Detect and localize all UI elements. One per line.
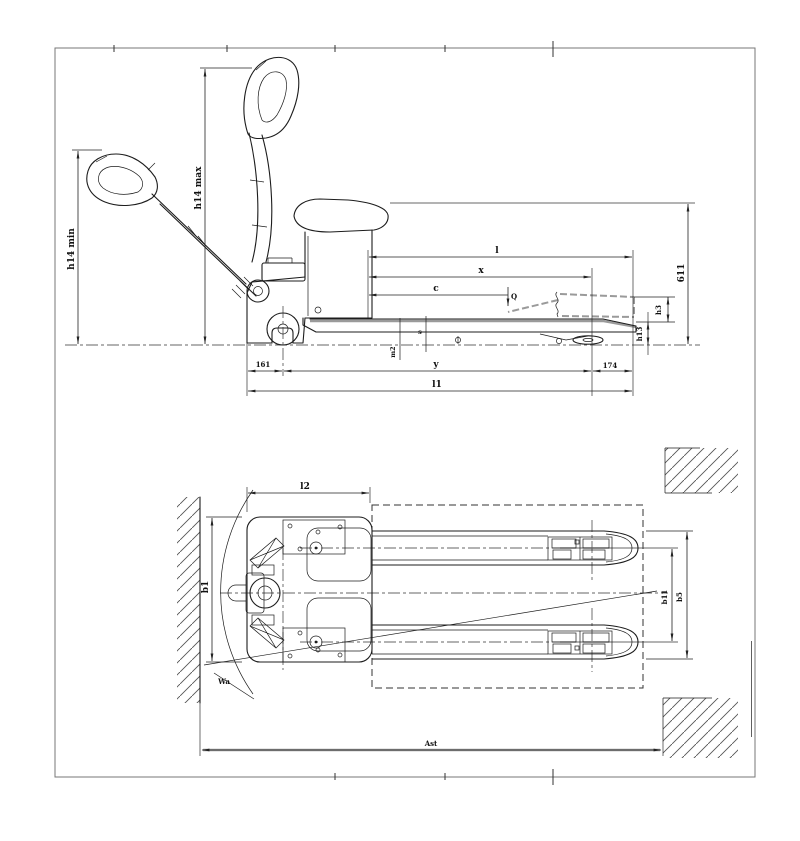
mount-plate-bottom: [283, 628, 345, 662]
fork-raised-dashed: [508, 294, 634, 317]
hood-cover: [294, 199, 388, 232]
label-Ast: Ast: [424, 739, 438, 748]
body-outline-plan: [247, 517, 372, 662]
drawing-frame: [55, 41, 755, 785]
stop-block-bottom: [252, 615, 274, 625]
wall-hatch: [177, 497, 200, 703]
label-Wa: Wa: [218, 677, 230, 686]
label-b1: b1: [201, 580, 211, 594]
corner-top-hatch: [665, 448, 738, 493]
tiller-raised-arm-joints: [250, 180, 267, 227]
label-h13: h13: [635, 326, 644, 342]
side-view: [65, 57, 700, 396]
label-611: 611: [677, 263, 687, 283]
load-roller: [573, 336, 603, 344]
bolt-circles: [288, 524, 342, 658]
frame-border: [55, 48, 755, 777]
tiller-lowered-handle-outline: [87, 154, 158, 205]
label-174: 174: [602, 361, 618, 370]
label-l: l: [495, 246, 499, 256]
datum-mark-2: [556, 338, 561, 343]
chassis-side: [232, 199, 388, 345]
load-roller-hub: [583, 338, 593, 341]
mount-plate-top: [283, 520, 345, 554]
tiller-lowered-arm-joints: [188, 226, 206, 246]
label-h14-max: h14 max: [194, 166, 204, 210]
motor-ridge: [268, 258, 292, 263]
tiller-lowered: [87, 154, 256, 296]
front-panel: [305, 230, 372, 318]
bolt-detail: [315, 307, 321, 313]
forks-plan: [372, 531, 638, 659]
tiller-raised-arm: [249, 133, 272, 262]
label-l1: l1: [432, 380, 442, 390]
aisle-corner-bottom: [663, 698, 738, 758]
extension-lines: [72, 68, 675, 396]
dimension-labels: [67, 166, 687, 748]
tip-linkage: [540, 334, 588, 340]
label-x: x: [478, 266, 484, 276]
turning-radius-arc: [221, 490, 253, 694]
label-161: 161: [255, 360, 271, 369]
aisle-corner-top: [665, 448, 738, 493]
label-l2: l2: [300, 482, 310, 492]
caster-arm-top: [250, 538, 284, 568]
label-s: s: [418, 328, 422, 336]
plan-view: [177, 448, 738, 758]
label-b5: b5: [675, 592, 684, 602]
cover-pod-top: [307, 528, 371, 581]
label-m2: m2: [389, 346, 397, 358]
label-Q: Q: [510, 292, 518, 301]
pallet-dashed-outline: [372, 505, 643, 688]
fork-top-edge-aux: [310, 321, 636, 327]
fork-break-line: [556, 292, 558, 317]
tiller-raised-handle-grip: [256, 61, 287, 122]
tiller-lowered-arm: [152, 194, 256, 296]
tiller-raised: [244, 57, 299, 262]
tiller-pivot-pin: [254, 287, 263, 296]
wheel-housing-notch: [272, 328, 293, 343]
label-h14-min: h14 min: [67, 228, 77, 270]
tiller-raised-handle-outline: [244, 57, 299, 138]
label-b11: b11: [660, 589, 669, 605]
motor-box: [262, 263, 305, 281]
corner-bottom-hatch: [663, 698, 738, 758]
caster-arm-bottom: [250, 618, 284, 648]
chassis-plan: [228, 517, 372, 662]
side-dimensions: [72, 68, 695, 396]
label-h3: h3: [654, 305, 663, 315]
tiller-lowered-handle-grip: [96, 156, 155, 194]
label-y: y: [433, 360, 439, 370]
label-c: c: [433, 284, 439, 294]
